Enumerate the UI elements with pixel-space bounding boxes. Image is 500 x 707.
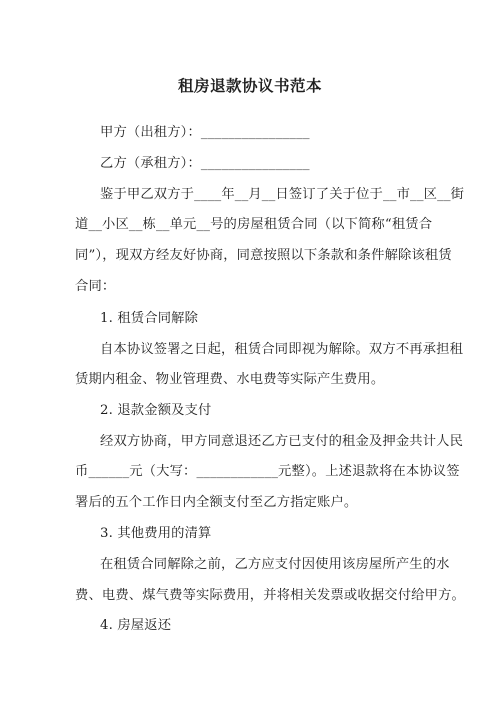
intro-line-2: 道__小区__栋__单元__号的房屋租赁合同（以下简称“租赁合 <box>75 217 433 232</box>
intro-line-4: 合同： <box>75 279 116 294</box>
section-4-heading: 4. 房屋返还 <box>100 618 172 633</box>
section-2-line-2: 币______元（大写：____________元整）。上述退款将在本协议签 <box>75 464 460 479</box>
intro-line-1: 鉴于甲乙双方于____年__月__日签订了关于位于__市__区__街 <box>100 187 465 202</box>
section-2-heading: 2. 退款金额及支付 <box>100 403 212 418</box>
party-a-line: 甲方（出租方）：________________ <box>100 125 310 140</box>
section-3-line-2: 费、电费、煤气费等实际费用，并将相关发票或收据交付给甲方。 <box>75 588 465 603</box>
section-3-line-1: 在租赁合同解除之前，乙方应支付因使用该房屋所产生的水 <box>100 557 450 572</box>
section-1-heading: 1. 租赁合同解除 <box>100 311 199 326</box>
intro-line-3: 同”），现双方经友好协商，同意按照以下条款和条件解除该租赁 <box>75 248 452 263</box>
section-1-line-1: 自本协议签署之日起，租赁合同即视为解除。双方不再承担租 <box>100 342 464 357</box>
section-3-heading: 3. 其他费用的清算 <box>100 526 212 541</box>
section-1-line-2: 赁期内租金、物业管理费、水电费等实际产生费用。 <box>75 372 385 387</box>
party-b-line: 乙方（承租方）：________________ <box>100 156 310 171</box>
section-2-line-3: 署后的五个工作日内全额支付至乙方指定账户。 <box>75 495 358 510</box>
document-title: 租房退款协议书范本 <box>177 76 322 95</box>
section-2-line-1: 经双方协商，甲方同意退还乙方已支付的租金及押金共计人民 <box>100 434 464 449</box>
